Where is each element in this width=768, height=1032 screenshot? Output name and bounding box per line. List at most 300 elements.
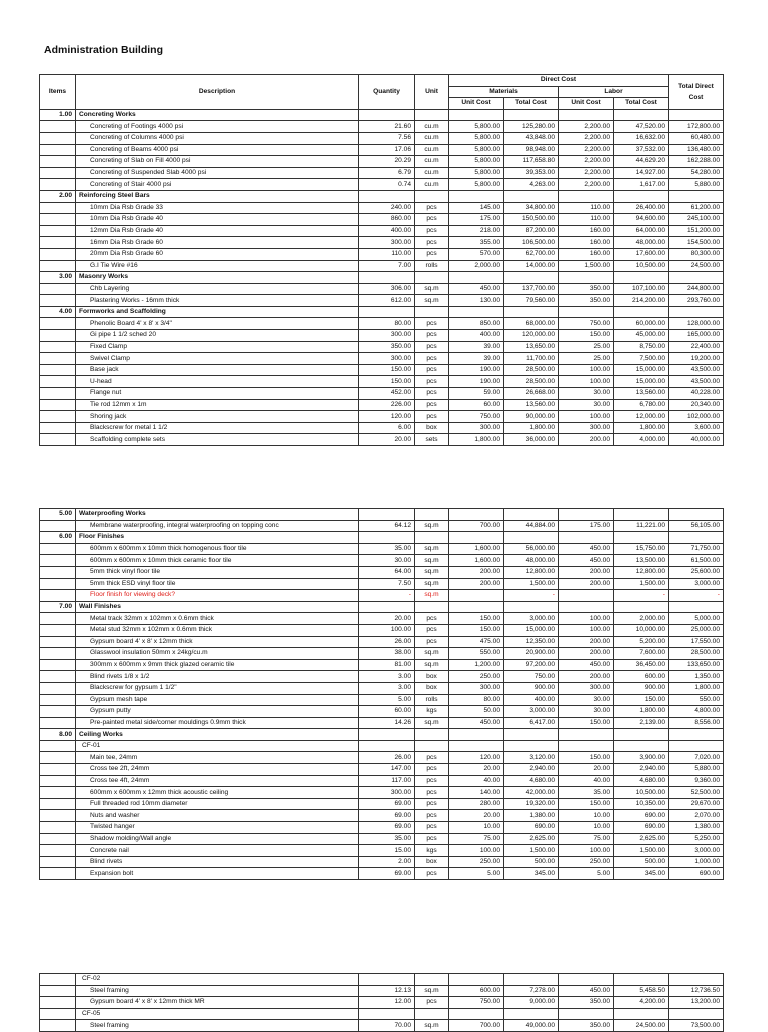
quantity-cell: 35.00 <box>359 543 415 555</box>
labor-total-cost-cell: - <box>614 590 669 602</box>
empty-cell <box>359 974 415 986</box>
labor-unit-cost-cell: 200.00 <box>559 578 614 590</box>
materials-unit-cost-cell: 450.00 <box>449 717 504 729</box>
line-item-row <box>40 775 724 787</box>
labor-unit-cost-cell: 150.00 <box>559 752 614 764</box>
empty-cell <box>614 272 669 284</box>
unit-cell: pcs <box>415 376 449 388</box>
quantity-cell: 15.00 <box>359 845 415 857</box>
materials-unit-cost-cell: 2,000.00 <box>449 260 504 272</box>
total-direct-cost-cell: 3,600.00 <box>669 422 724 434</box>
empty-cell <box>669 729 724 741</box>
line-item-row <box>40 156 724 168</box>
item-number <box>40 706 76 718</box>
line-item-description: G.I Tie Wire #16 <box>76 260 359 272</box>
materials-unit-cost-cell: 200.00 <box>449 566 504 578</box>
line-item-row <box>40 121 724 133</box>
total-direct-cost-cell: 151,200.00 <box>669 225 724 237</box>
materials-total-cost-cell: 1,380.00 <box>504 810 559 822</box>
empty-cell <box>559 306 614 318</box>
line-item-row <box>40 364 724 376</box>
materials-total-cost-cell: 43,848.00 <box>504 132 559 144</box>
quantity-cell: 26.00 <box>359 636 415 648</box>
empty-cell <box>359 509 415 521</box>
unit-cell: sq.m <box>415 985 449 997</box>
subgroup-row <box>40 740 724 752</box>
materials-total-cost-cell: 500.00 <box>504 856 559 868</box>
item-number <box>40 810 76 822</box>
quantity-cell: 20.29 <box>359 156 415 168</box>
materials-unit-cost-cell: 150.00 <box>449 613 504 625</box>
item-number <box>40 974 76 986</box>
materials-unit-cost-cell: 250.00 <box>449 856 504 868</box>
quantity-cell: 21.60 <box>359 121 415 133</box>
empty-cell <box>449 1008 504 1020</box>
total-direct-cost-cell: 29,670.00 <box>669 798 724 810</box>
item-number <box>40 179 76 191</box>
header-labor: Labor <box>559 86 669 98</box>
empty-cell <box>669 532 724 544</box>
line-item-description: Flange nut <box>76 388 359 400</box>
line-item-row <box>40 682 724 694</box>
quantity-cell: 300.00 <box>359 330 415 342</box>
labor-unit-cost-cell: 2,200.00 <box>559 132 614 144</box>
materials-unit-cost-cell: 1,200.00 <box>449 659 504 671</box>
line-item-description: Gypsum board 4' x 8' x 12mm thick <box>76 636 359 648</box>
total-direct-cost-cell: 245,100.00 <box>669 214 724 226</box>
materials-unit-cost-cell: 250.00 <box>449 671 504 683</box>
item-number: 6.00 <box>40 532 76 544</box>
item-number <box>40 364 76 376</box>
item-number: 7.00 <box>40 601 76 613</box>
labor-unit-cost-cell: 110.00 <box>559 214 614 226</box>
unit-cell: pcs <box>415 411 449 423</box>
labor-unit-cost-cell: 2,200.00 <box>559 156 614 168</box>
quantity-cell: 7.50 <box>359 578 415 590</box>
unit-cell: pcs <box>415 775 449 787</box>
total-direct-cost-cell: 154,500.00 <box>669 237 724 249</box>
materials-unit-cost-cell: 280.00 <box>449 798 504 810</box>
materials-unit-cost-cell: 39.00 <box>449 353 504 365</box>
labor-total-cost-cell: 2,940.00 <box>614 764 669 776</box>
labor-unit-cost-cell: 160.00 <box>559 237 614 249</box>
total-direct-cost-cell: 61,500.00 <box>669 555 724 567</box>
unit-cell: sq.m <box>415 283 449 295</box>
line-item-row <box>40 578 724 590</box>
labor-unit-cost-cell: 150.00 <box>559 798 614 810</box>
empty-cell <box>559 532 614 544</box>
materials-unit-cost-cell: 190.00 <box>449 364 504 376</box>
unit-cell: cu.m <box>415 132 449 144</box>
line-item-description: Blind rivets <box>76 856 359 868</box>
labor-total-cost-cell: 1,617.00 <box>614 179 669 191</box>
labor-total-cost-cell: 3,900.00 <box>614 752 669 764</box>
line-item-row <box>40 671 724 683</box>
total-direct-cost-cell: 7,020.00 <box>669 752 724 764</box>
materials-total-cost-cell: 13,650.00 <box>504 341 559 353</box>
unit-cell: sq.m <box>415 717 449 729</box>
quantity-cell: 150.00 <box>359 376 415 388</box>
unit-cell: pcs <box>415 613 449 625</box>
item-number <box>40 167 76 179</box>
labor-unit-cost-cell: 450.00 <box>559 555 614 567</box>
empty-cell <box>504 190 559 202</box>
total-direct-cost-cell: 162,288.00 <box>669 156 724 168</box>
line-item-description: Concreting of Stair 4000 psi <box>76 179 359 191</box>
item-number <box>40 740 76 752</box>
item-number <box>40 341 76 353</box>
item-number <box>40 717 76 729</box>
item-number <box>40 399 76 411</box>
line-item-row <box>40 376 724 388</box>
quantity-cell: 26.00 <box>359 752 415 764</box>
total-direct-cost-cell: 13,200.00 <box>669 997 724 1009</box>
labor-unit-cost-cell: 2,200.00 <box>559 179 614 191</box>
materials-unit-cost-cell: 140.00 <box>449 787 504 799</box>
empty-cell <box>614 509 669 521</box>
empty-cell <box>559 1008 614 1020</box>
labor-unit-cost-cell: 200.00 <box>559 434 614 446</box>
materials-total-cost-cell: 9,000.00 <box>504 997 559 1009</box>
materials-total-cost-cell: 98,948.00 <box>504 144 559 156</box>
empty-cell <box>359 740 415 752</box>
item-number <box>40 422 76 434</box>
unit-cell: pcs <box>415 798 449 810</box>
line-item-row <box>40 214 724 226</box>
labor-unit-cost-cell: 200.00 <box>559 636 614 648</box>
item-number <box>40 330 76 342</box>
materials-total-cost-cell: 4,263.00 <box>504 179 559 191</box>
item-number <box>40 248 76 260</box>
materials-total-cost-cell: 150,500.00 <box>504 214 559 226</box>
total-direct-cost-cell: 24,500.00 <box>669 260 724 272</box>
empty-cell <box>669 272 724 284</box>
empty-cell <box>614 190 669 202</box>
unit-cell: pcs <box>415 341 449 353</box>
labor-total-cost-cell: 13,500.00 <box>614 555 669 567</box>
labor-unit-cost-cell: 300.00 <box>559 422 614 434</box>
materials-total-cost-cell: 2,625.00 <box>504 833 559 845</box>
unit-cell: sq.m <box>415 295 449 307</box>
section-row <box>40 109 724 121</box>
unit-cell: rolls <box>415 260 449 272</box>
unit-cell: rolls <box>415 694 449 706</box>
item-number <box>40 566 76 578</box>
materials-unit-cost-cell: 40.00 <box>449 775 504 787</box>
empty-cell <box>449 740 504 752</box>
line-item-row <box>40 341 724 353</box>
line-item-description: Chb Layering <box>76 283 359 295</box>
empty-cell <box>614 1008 669 1020</box>
total-direct-cost-cell: 28,500.00 <box>669 648 724 660</box>
empty-cell <box>559 601 614 613</box>
labor-unit-cost-cell: 450.00 <box>559 659 614 671</box>
materials-unit-cost-cell: 59.00 <box>449 388 504 400</box>
quantity-cell: 60.00 <box>359 706 415 718</box>
labor-total-cost-cell: 7,500.00 <box>614 353 669 365</box>
total-direct-cost-cell: 165,000.00 <box>669 330 724 342</box>
labor-total-cost-cell: 690.00 <box>614 810 669 822</box>
labor-unit-cost-cell: 30.00 <box>559 706 614 718</box>
empty-cell <box>504 306 559 318</box>
line-item-row <box>40 845 724 857</box>
labor-total-cost-cell: 150.00 <box>614 694 669 706</box>
line-item-row <box>40 132 724 144</box>
labor-total-cost-cell: 690.00 <box>614 822 669 834</box>
unit-cell: cu.m <box>415 156 449 168</box>
labor-unit-cost-cell: 35.00 <box>559 787 614 799</box>
labor-total-cost-cell: 64,000.00 <box>614 225 669 237</box>
line-item-description: Shadow molding/Wall angle <box>76 833 359 845</box>
line-item-row <box>40 248 724 260</box>
header-materials-total-cost: Total Cost <box>504 98 559 110</box>
materials-unit-cost-cell: 700.00 <box>449 1020 504 1032</box>
total-direct-cost-cell: 2,070.00 <box>669 810 724 822</box>
line-item-description: Metal track 32mm x 102mm x 0.6mm thick <box>76 613 359 625</box>
labor-unit-cost-cell: 100.00 <box>559 411 614 423</box>
line-item-description: Blind rivets 1/8 x 1/2 <box>76 671 359 683</box>
empty-cell <box>415 729 449 741</box>
item-number <box>40 376 76 388</box>
materials-unit-cost-cell: 75.00 <box>449 833 504 845</box>
total-direct-cost-cell: 40,000.00 <box>669 434 724 446</box>
unit-cell: box <box>415 682 449 694</box>
total-direct-cost-cell: 5,880.00 <box>669 179 724 191</box>
materials-unit-cost-cell: 130.00 <box>449 295 504 307</box>
quantity-cell: 69.00 <box>359 822 415 834</box>
line-item-description: Expansion bolt <box>76 868 359 880</box>
empty-cell <box>415 109 449 121</box>
empty-cell <box>559 974 614 986</box>
total-direct-cost-cell: 133,650.00 <box>669 659 724 671</box>
line-item-row <box>40 613 724 625</box>
line-item-description: Concreting of Suspended Slab 4000 psi <box>76 167 359 179</box>
line-item-description: 600mm x 600mm x 10mm thick homogenous floor tile <box>76 543 359 555</box>
section-title: Ceiling Works <box>76 729 359 741</box>
labor-unit-cost-cell: 175.00 <box>559 520 614 532</box>
quantity-cell: 300.00 <box>359 237 415 249</box>
item-number <box>40 121 76 133</box>
empty-cell <box>504 729 559 741</box>
empty-cell <box>504 740 559 752</box>
line-item-description: 600mm x 600mm x 12mm thick acoustic ceiling <box>76 787 359 799</box>
labor-unit-cost-cell: 1,500.00 <box>559 260 614 272</box>
labor-total-cost-cell: 36,450.00 <box>614 659 669 671</box>
quantity-cell: 69.00 <box>359 798 415 810</box>
labor-unit-cost-cell: 750.00 <box>559 318 614 330</box>
section-row <box>40 532 724 544</box>
line-item-description: 10mm Dia Rsb Grade 40 <box>76 214 359 226</box>
labor-total-cost-cell: 2,139.00 <box>614 717 669 729</box>
empty-cell <box>415 509 449 521</box>
quantity-cell: 452.00 <box>359 388 415 400</box>
empty-cell <box>415 1008 449 1020</box>
materials-total-cost-cell: 36,000.00 <box>504 434 559 446</box>
line-item-row <box>40 997 724 1009</box>
labor-total-cost-cell: 45,000.00 <box>614 330 669 342</box>
materials-unit-cost-cell: 200.00 <box>449 578 504 590</box>
line-item-description: 10mm Dia Rsb Grade 33 <box>76 202 359 214</box>
total-direct-cost-cell: 4,800.00 <box>669 706 724 718</box>
quantity-cell: 147.00 <box>359 764 415 776</box>
total-direct-cost-cell: 9,360.00 <box>669 775 724 787</box>
subgroup-row <box>40 1008 724 1020</box>
quantity-cell: 110.00 <box>359 248 415 260</box>
unit-cell: sq.m <box>415 590 449 602</box>
section-title: Masonry Works <box>76 272 359 284</box>
line-item-description: Blackscrew for metal 1 1/2 <box>76 422 359 434</box>
empty-cell <box>359 306 415 318</box>
labor-unit-cost-cell <box>559 590 614 602</box>
line-item-description: Glasswool insulation 50mm x 24kg/cu.m <box>76 648 359 660</box>
unit-cell: pcs <box>415 752 449 764</box>
section-row <box>40 306 724 318</box>
materials-total-cost-cell: 79,560.00 <box>504 295 559 307</box>
labor-unit-cost-cell: 40.00 <box>559 775 614 787</box>
unit-cell: pcs <box>415 399 449 411</box>
item-number <box>40 295 76 307</box>
labor-total-cost-cell: 4,200.00 <box>614 997 669 1009</box>
labor-total-cost-cell: 1,800.00 <box>614 706 669 718</box>
empty-cell <box>449 601 504 613</box>
unit-cell: sq.m <box>415 520 449 532</box>
total-direct-cost-cell: 40,228.00 <box>669 388 724 400</box>
materials-total-cost-cell: 3,000.00 <box>504 706 559 718</box>
labor-unit-cost-cell: 2,200.00 <box>559 167 614 179</box>
item-number <box>40 225 76 237</box>
unit-cell: pcs <box>415 330 449 342</box>
line-item-description: Steel framing <box>76 1020 359 1032</box>
labor-total-cost-cell: 11,221.00 <box>614 520 669 532</box>
empty-cell <box>614 109 669 121</box>
table1-body <box>40 109 724 445</box>
labor-total-cost-cell: 4,680.00 <box>614 775 669 787</box>
line-item-description: Shoring jack <box>76 411 359 423</box>
materials-unit-cost-cell: 750.00 <box>449 997 504 1009</box>
item-number: 1.00 <box>40 109 76 121</box>
labor-total-cost-cell: 4,000.00 <box>614 434 669 446</box>
materials-unit-cost-cell <box>449 590 504 602</box>
total-direct-cost-cell: 244,800.00 <box>669 283 724 295</box>
empty-cell <box>614 729 669 741</box>
total-direct-cost-cell: 102,000.00 <box>669 411 724 423</box>
line-item-description: 5mm thick vinyl floor tile <box>76 566 359 578</box>
unit-cell: pcs <box>415 237 449 249</box>
line-item-description: 600mm x 600mm x 10mm thick ceramic floor tile <box>76 555 359 567</box>
materials-unit-cost-cell: 218.00 <box>449 225 504 237</box>
quantity-cell: 64.12 <box>359 520 415 532</box>
cost-table-page-2 <box>39 508 724 880</box>
total-direct-cost-cell: 128,000.00 <box>669 318 724 330</box>
materials-total-cost-cell: 15,000.00 <box>504 624 559 636</box>
empty-cell <box>359 109 415 121</box>
quantity-cell: 226.00 <box>359 399 415 411</box>
quantity-cell: 240.00 <box>359 202 415 214</box>
section-title: Waterproofing Works <box>76 509 359 521</box>
subgroup-title: CF-02 <box>76 974 359 986</box>
labor-total-cost-cell: 17,600.00 <box>614 248 669 260</box>
line-item-description: Gypsum mesh tape <box>76 694 359 706</box>
quantity-cell: 3.00 <box>359 671 415 683</box>
line-item-row <box>40 1020 724 1032</box>
labor-total-cost-cell: 60,000.00 <box>614 318 669 330</box>
materials-unit-cost-cell: 450.00 <box>449 283 504 295</box>
labor-unit-cost-cell: 450.00 <box>559 985 614 997</box>
materials-total-cost-cell: 48,000.00 <box>504 555 559 567</box>
quantity-cell: 6.00 <box>359 422 415 434</box>
subgroup-title: CF-05 <box>76 1008 359 1020</box>
materials-total-cost-cell: 345.00 <box>504 868 559 880</box>
labor-unit-cost-cell: 10.00 <box>559 810 614 822</box>
materials-unit-cost-cell: 570.00 <box>449 248 504 260</box>
materials-unit-cost-cell: 300.00 <box>449 422 504 434</box>
materials-unit-cost-cell: 20.00 <box>449 764 504 776</box>
unit-cell: pcs <box>415 997 449 1009</box>
materials-unit-cost-cell: 5,800.00 <box>449 167 504 179</box>
labor-unit-cost-cell: 100.00 <box>559 624 614 636</box>
line-item-description: Floor finish for viewing deck? <box>76 590 359 602</box>
labor-total-cost-cell: 900.00 <box>614 682 669 694</box>
labor-unit-cost-cell: 20.00 <box>559 764 614 776</box>
line-item-row <box>40 787 724 799</box>
quantity-cell: 7.56 <box>359 132 415 144</box>
labor-total-cost-cell: 214,200.00 <box>614 295 669 307</box>
total-direct-cost-cell: 17,550.00 <box>669 636 724 648</box>
materials-total-cost-cell: 1,500.00 <box>504 845 559 857</box>
unit-cell: sq.m <box>415 566 449 578</box>
labor-total-cost-cell: 7,600.00 <box>614 648 669 660</box>
item-number <box>40 752 76 764</box>
materials-unit-cost-cell: 1,600.00 <box>449 555 504 567</box>
empty-cell <box>504 272 559 284</box>
materials-total-cost-cell: 28,500.00 <box>504 364 559 376</box>
empty-cell <box>449 729 504 741</box>
labor-total-cost-cell: 44,629.20 <box>614 156 669 168</box>
quantity-cell: 6.79 <box>359 167 415 179</box>
materials-total-cost-cell: 690.00 <box>504 822 559 834</box>
quantity-cell: 70.00 <box>359 1020 415 1032</box>
unit-cell: pcs <box>415 214 449 226</box>
unit-cell: pcs <box>415 388 449 400</box>
empty-cell <box>415 306 449 318</box>
line-item-description: Blackscrew for gypsum 1 1/2" <box>76 682 359 694</box>
labor-total-cost-cell: 15,750.00 <box>614 543 669 555</box>
document-title: Administration Building <box>44 44 163 56</box>
unit-cell: cu.m <box>415 179 449 191</box>
labor-unit-cost-cell: 200.00 <box>559 671 614 683</box>
labor-total-cost-cell: 500.00 <box>614 856 669 868</box>
materials-unit-cost-cell: 400.00 <box>449 330 504 342</box>
empty-cell <box>669 306 724 318</box>
line-item-row <box>40 985 724 997</box>
quantity-cell: 14.26 <box>359 717 415 729</box>
empty-cell <box>415 740 449 752</box>
line-item-row <box>40 399 724 411</box>
quantity-cell: 120.00 <box>359 411 415 423</box>
item-number <box>40 578 76 590</box>
labor-unit-cost-cell: 160.00 <box>559 248 614 260</box>
quantity-cell: 3.00 <box>359 682 415 694</box>
labor-total-cost-cell: 10,350.00 <box>614 798 669 810</box>
item-number <box>40 694 76 706</box>
header-items: Items <box>40 75 76 110</box>
empty-cell <box>449 272 504 284</box>
unit-cell: sq.m <box>415 648 449 660</box>
section-row <box>40 272 724 284</box>
unit-cell: sq.m <box>415 555 449 567</box>
unit-cell: pcs <box>415 318 449 330</box>
quantity-cell: - <box>359 590 415 602</box>
